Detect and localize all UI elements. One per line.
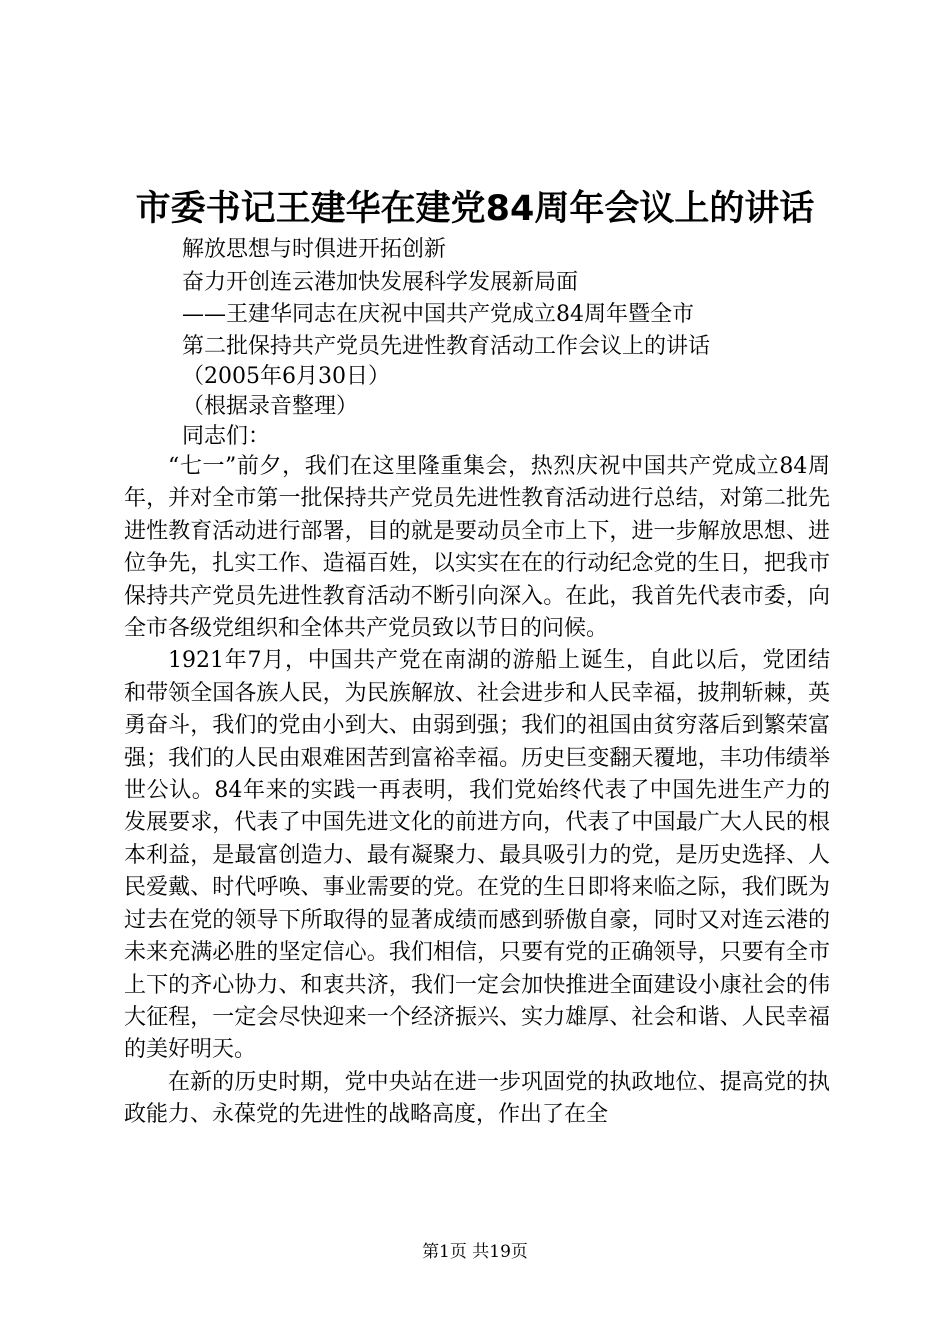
subhead-line-2: 奋力开创连云港加快发展科学发展新局面 bbox=[182, 270, 579, 295]
salutation: 同志们： bbox=[182, 424, 271, 449]
speech-body bbox=[124, 451, 830, 1132]
subhead-line-4: 第二批保持共产党员先进性教育活动工作会议上的讲话 bbox=[182, 334, 711, 359]
paragraph-2: 1921年7月，中国共产党在南湖的游船上诞生，自此以后，党团结和带领全国各族人民，为民族解放、社会进步和人民幸福，披荆斩棘，英勇奋斗，我们的党由小到大、由弱到强；我们的祖国由贫穷落后到繁荣富强；我们的人民由艰难困苦到富裕幸福。历史巨变翻天覆地，丰功伟绩举世公认。84年来的实践一再表明，我们党始终代表了中国先进生产力的发展要求，代表了中国先进文化的前进方向，代表了中国最广大人民的根本利益，是最富创造力、最有凝聚力、最具吸引力的党，是历史选择、人民爱戴、时代呼唤、事业需要的党。在党的生日即将来临之际，我们既为过去在党的领导下所取得的显著成绩而感到骄傲自豪，同时又对连云港的未来充满必胜的坚定信心。我们相信，只要有党的正确领导，只要有全市上下的齐心协力、和衷共济，我们一定会加快推进全面建设小康社会的伟大征程，一定会尽快迎来一个经济振兴、实力雄厚、社会和谐、人民幸福的美好明天。 bbox=[124, 648, 830, 1063]
page-footer: 第1页 共19页 bbox=[422, 1242, 528, 1262]
paragraph-1: “七一”前夕，我们在这里隆重集会，热烈庆祝中国共产党成立84周年，并对全市第一批保持共产党员先进性教育活动进行总结，对第二批先进性教育活动进行部署，目的就是要动员全市上下，进一步解放思想、进位争先，扎实工作、造福百姓，以实实在在的行动纪念党的生日，把我市保持共产党员先进性教育活动不断引向深入。在此，我首先代表市委，向全市各级党组织和全体共产党员致以节日的问候。 bbox=[124, 454, 830, 642]
subhead-line-3: ——王建华同志在庆祝中国共产党成立84周年暨全市 bbox=[182, 302, 694, 327]
subhead-line-1: 解放思想与时俱进开拓创新 bbox=[182, 237, 447, 262]
paragraph-3: 在新的历史时期，党中央站在进一步巩固党的执政地位、提高党的执政能力、永葆党的先进性的战略高度，作出了在全 bbox=[124, 1069, 830, 1128]
document-title: 市委书记王建华在建党84周年会议上的讲话 bbox=[135, 189, 815, 229]
speech-date: （2005年6月30日） bbox=[182, 364, 390, 389]
transcript-note: （根据录音整理） bbox=[182, 394, 359, 419]
